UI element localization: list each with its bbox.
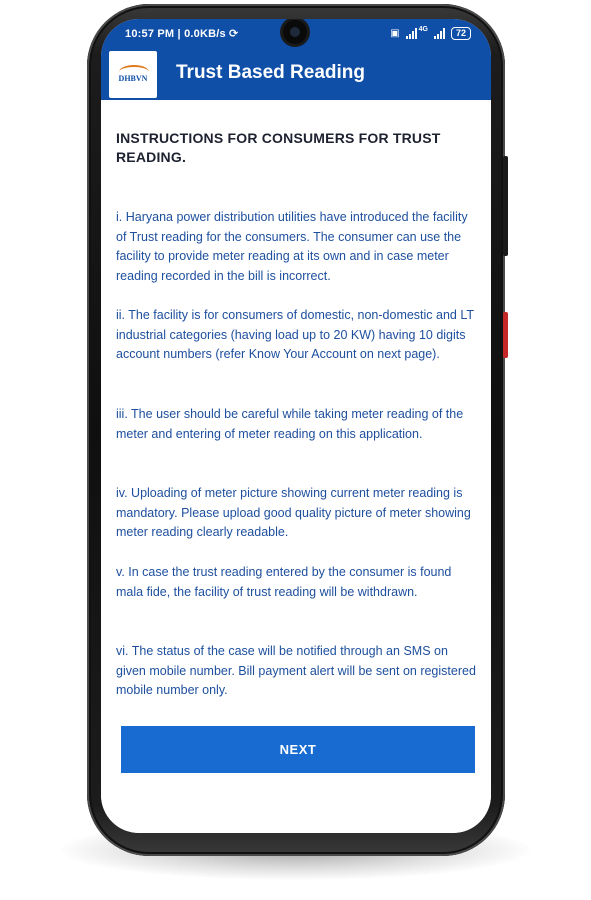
signal-icon <box>406 28 417 39</box>
front-camera <box>283 20 307 44</box>
status-time: 10:57 PM | 0.0KB/s <box>125 28 226 40</box>
next-button[interactable]: NEXT <box>121 726 475 773</box>
battery-icon: 72 <box>451 27 471 40</box>
instruction-item-2: ii. The facility is for consumers of domestic, non-domestic and LT industrial categories (having load up to 20 KW) having 10 digits account numbers (refer Know Your Account on next page). <box>116 308 474 361</box>
app-logo <box>109 51 157 98</box>
power-button <box>503 156 508 256</box>
instruction-item-3: iii. The user should be careful while taking meter reading of the meter and entering of meter reading on this application. <box>116 407 464 441</box>
sync-icon: ⟳ <box>229 28 239 40</box>
page-title: Trust Based Reading <box>176 62 365 83</box>
instruction-item-1: i. Haryana power distribution utilities have introduced the facility of Trust reading for the consumers. The consumer can use the facility to provide meter reading at its own and in case meter reading recorded in the bill is incorrect. <box>116 210 468 283</box>
instructions-heading: INSTRUCTIONS FOR CONSUMERS FOR TRUST READING. <box>116 130 441 165</box>
status-bar <box>101 19 491 49</box>
volume-button <box>503 312 508 358</box>
instructions-content[interactable] <box>101 100 491 833</box>
app-bar <box>101 49 491 100</box>
network-type-label: 4G <box>418 26 428 33</box>
instruction-item-6: vi. The status of the case will be notified through an SMS on given mobile number. Bill payment alert will be sent on registered mobile number only. <box>116 644 476 697</box>
instruction-item-5: v. In case the trust reading entered by the consumer is found mala fide, the facility of trust reading will be withdrawn. <box>116 565 452 599</box>
logo-text: DHBVN <box>118 74 148 83</box>
notification-icon: ▣ <box>390 28 400 39</box>
status-icons <box>390 27 471 40</box>
phone-screen <box>101 19 491 833</box>
signal-icon-2 <box>434 28 445 39</box>
instruction-item-4: iv. Uploading of meter picture showing current meter reading is mandatory. Please upload good quality picture of meter showing meter reading clearly readable. <box>116 486 471 539</box>
